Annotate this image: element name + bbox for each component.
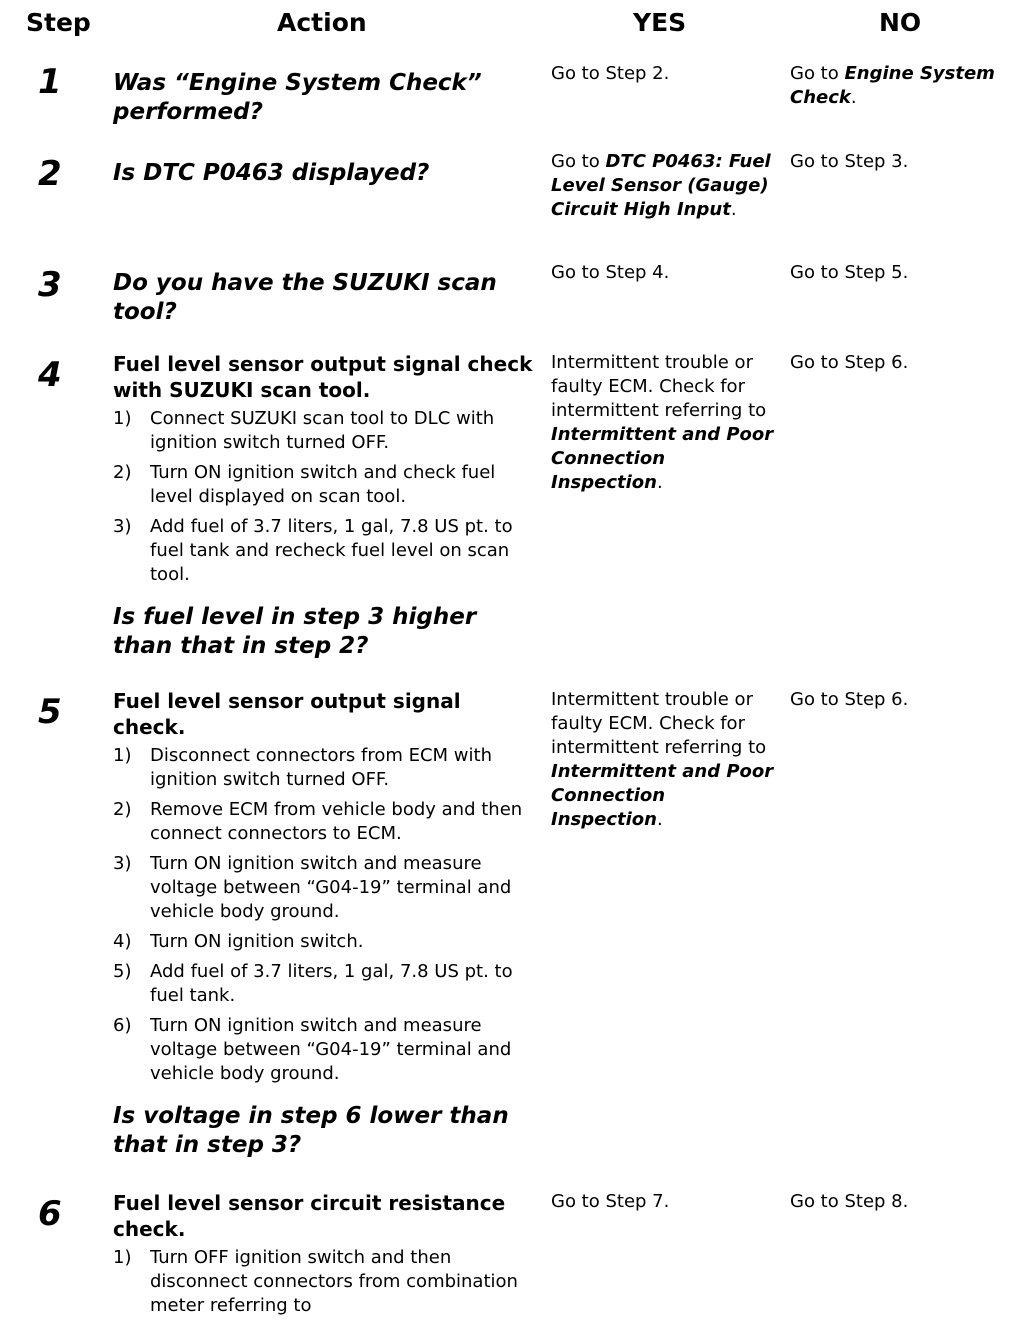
yes-cell: Intermittent trouble or faulty ECM. Check for intermittent referring to Intermittent and Poor Connection Inspection.: [551, 352, 774, 493]
yes-cell: [551, 62, 776, 86]
no-text: Go to Step 8.: [790, 1191, 909, 1212]
action-cell: [113, 269, 533, 327]
action-question: Was “Engine System Check” performed?: [113, 70, 482, 125]
action-title: Fuel level sensor circuit resistance check.: [113, 1191, 506, 1241]
step-number: 2: [38, 154, 62, 194]
yes-text: Intermittent trouble or faulty ECM. Check for intermittent referring to: [551, 689, 767, 758]
action-cell: [113, 688, 533, 1160]
yes-link[interactable]: DTC P0463: Fuel Level Sensor (Gauge) Circuit High Input: [551, 151, 771, 220]
no-text: Go to Step 3.: [790, 151, 909, 172]
yes-cell: Go to DTC P0463: Fuel Level Sensor (Gauge) Circuit High Input.: [551, 151, 771, 220]
no-text: Go to: [790, 63, 845, 84]
yes-text: Go to: [551, 151, 606, 172]
step-number: 3: [38, 265, 62, 305]
substep-item: 5) Add fuel of 3.7 liters, 1 gal, 7.8 US pt. to fuel tank.: [113, 961, 513, 1006]
yes-link[interactable]: Intermittent and Poor Connection Inspection: [551, 761, 774, 830]
action-question: Is DTC P0463 displayed?: [113, 160, 430, 186]
no-cell: [790, 150, 1015, 174]
step-number: 5: [38, 692, 62, 732]
yes-text: Intermittent trouble or faulty ECM. Check for intermittent referring to: [551, 352, 767, 421]
no-text: Go to Step 6.: [790, 352, 909, 373]
header-no: NO: [879, 8, 922, 37]
substep-item: 2) Turn ON ignition switch and check fuel level displayed on scan tool.: [113, 462, 496, 507]
substep-item: 4) Turn ON ignition switch.: [113, 931, 364, 952]
action-cell: [113, 159, 533, 188]
no-cell: [790, 261, 1015, 285]
yes-text: Go to Step 4.: [551, 262, 670, 283]
action-cell: [113, 1190, 533, 1324]
action-title: Fuel level sensor output signal check.: [113, 689, 461, 739]
no-cell: [790, 351, 1015, 375]
step-number: 6: [38, 1194, 62, 1234]
action-cell: [113, 351, 533, 661]
yes-cell: Intermittent trouble or faulty ECM. Check for intermittent referring to Intermittent and Poor Connection Inspection.: [551, 689, 774, 830]
header-action: Action: [277, 8, 367, 37]
action-cell: [113, 69, 533, 127]
yes-link[interactable]: Intermittent and Poor Connection Inspection: [551, 424, 774, 493]
substep-list: [113, 1246, 533, 1318]
yes-text: Go to Step 7.: [551, 1191, 670, 1212]
action-question: Do you have the SUZUKI scan tool?: [113, 270, 497, 325]
header-step: Step: [26, 8, 91, 37]
action-title: Fuel level sensor output signal check with SUZUKI scan tool.: [113, 352, 533, 402]
header-yes: YES: [633, 8, 687, 37]
no-link[interactable]: Engine System Check: [790, 63, 995, 108]
substep-item: 2) Remove ECM from vehicle body and then connect connectors to ECM.: [113, 799, 523, 844]
action-question: Is voltage in step 6 lower than that in step 3?: [113, 1103, 509, 1158]
no-cell: [790, 1190, 1015, 1214]
substep-item: 3) Add fuel of 3.7 liters, 1 gal, 7.8 US pt. to fuel tank and recheck fuel level on scan tool.: [113, 516, 513, 585]
yes-cell: [551, 261, 776, 285]
no-cell: Go to Engine System Check.: [790, 63, 995, 108]
substep-list: [113, 407, 533, 587]
no-cell: [790, 688, 1015, 712]
substep-item: 1) Turn OFF ignition switch and then disconnect connectors from combination meter referring to: [113, 1247, 518, 1316]
substep-item: 6) Turn ON ignition switch and measure voltage between “G04-19” terminal and vehicle body ground.: [113, 1015, 512, 1084]
substep-list: [113, 744, 533, 1086]
substep-item: 1) Disconnect connectors from ECM with ignition switch turned OFF.: [113, 745, 492, 790]
step-number: 1: [38, 62, 62, 102]
substep-item: 3) Turn ON ignition switch and measure voltage between “G04-19” terminal and vehicle body ground.: [113, 853, 512, 922]
no-text: Go to Step 5.: [790, 262, 909, 283]
action-question: Is fuel level in step 3 higher than that in step 2?: [113, 604, 477, 659]
yes-cell: [551, 1190, 776, 1214]
no-text: Go to Step 6.: [790, 689, 909, 710]
substep-item: 1) Connect SUZUKI scan tool to DLC with ignition switch turned OFF.: [113, 408, 495, 453]
yes-text: Go to Step 2.: [551, 63, 670, 84]
step-number: 4: [38, 355, 62, 395]
